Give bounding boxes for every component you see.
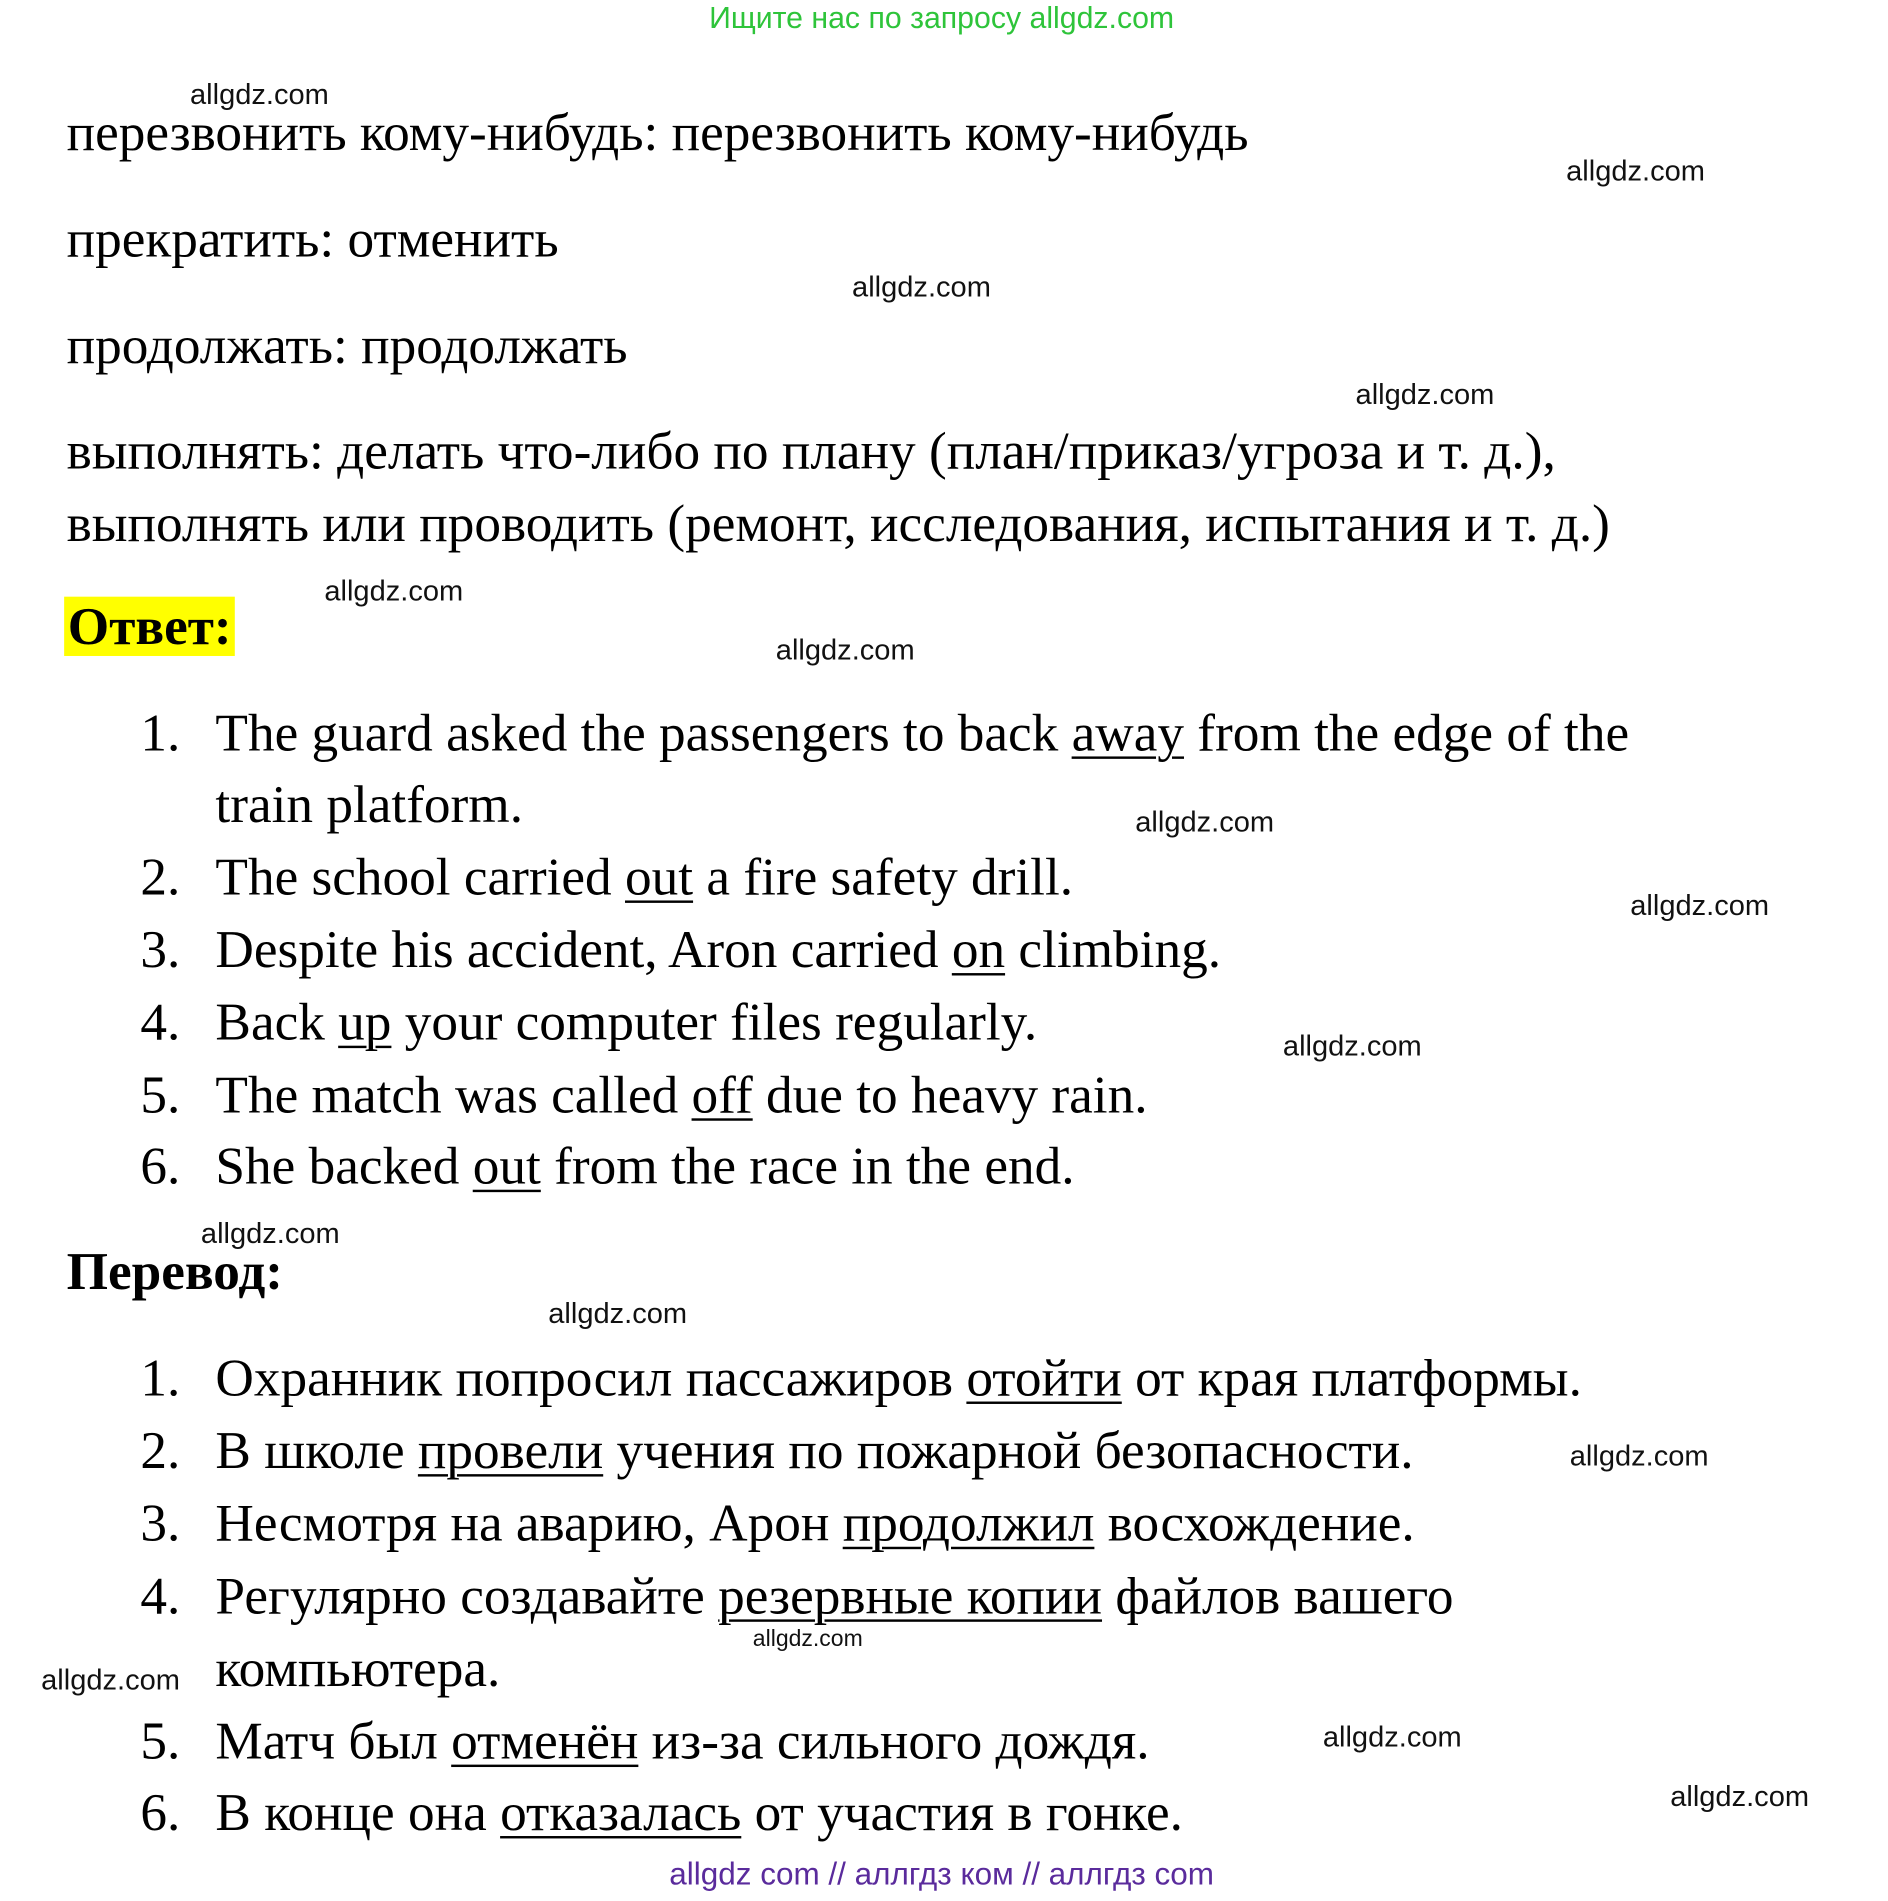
list-item [215,1421,1413,1482]
underlined-word: провели [417,1420,604,1481]
list-item [215,1566,1453,1627]
item-text: учения по пожарной безопасности. [603,1420,1414,1481]
underlined-word: отказалась [500,1782,742,1843]
item-text: Back [215,992,339,1052]
answer-heading-text: Ответ: [64,597,235,656]
item-text: The match was called [215,1065,692,1125]
underlined-word: отойти [966,1348,1122,1408]
item-text: The guard asked the passengers to back [215,703,1072,763]
underlined-word: резервные копии [718,1566,1103,1626]
watermark: allgdz.com [1569,1440,1709,1473]
definition: продолжать: продолжать [66,315,628,376]
item-text: The school carried [215,847,626,907]
item-text: due to heavy rain. [752,1065,1148,1125]
list-item [215,920,1221,981]
definition: выполнять: делать что-либо по плану (план/приказ/угроза и т. д.), [66,421,1556,481]
list-number: 1. [140,1348,181,1408]
underlined-word: out [472,1136,541,1196]
list-number: 1. [140,703,181,763]
watermark: allgdz.com [1670,1780,1810,1814]
underlined-word: off [691,1065,753,1125]
item-text: от участия в гонке. [741,1782,1183,1843]
underlined-word: away [1071,703,1184,763]
footer-links[interactable]: allgdz com // аллгдз ком // аллгдз com [669,1855,1214,1892]
list-number: 4. [140,1566,181,1626]
list-item [215,1065,1147,1126]
watermark: allgdz.com [1630,889,1770,923]
list-number: 3. [140,919,181,980]
watermark: allgdz.com [1355,378,1495,412]
list-item [215,1136,1074,1197]
item-text: В школе [215,1420,418,1481]
item-text: Матч был [215,1711,452,1771]
list-number: 2. [140,847,181,907]
answer-heading [64,593,235,660]
watermark: allgdz.com [548,1297,688,1331]
item-text: climbing. [1005,919,1222,980]
item-text: Охранник попросил пассажиров [215,1348,967,1408]
list-item-continuation: компьютера. [215,1638,501,1699]
watermark: allgdz.com [775,634,915,667]
list-number: 6. [140,1136,181,1196]
item-text: из-за сильного дождя. [638,1711,1150,1771]
underlined-word: out [625,847,694,907]
underlined-word: on [951,919,1006,980]
watermark: allgdz.com [41,1664,180,1697]
item-text: a fire safety drill. [693,847,1074,907]
item-text: от края платформы. [1121,1348,1582,1408]
list-number: 5. [140,1711,181,1771]
list-item [215,1494,1414,1555]
item-text: from the edge of the [1183,703,1630,763]
list-item [215,992,1037,1053]
definition: выполнять или проводить (ремонт, исследования, испытания и т. д.) [66,493,1610,554]
list-number: 5. [140,1065,181,1125]
item-text: Despite his accident, Aron carried [215,919,952,980]
item-text: Регулярно создавайте [215,1566,719,1626]
watermark: allgdz.com [1282,1029,1422,1063]
list-number: 2. [140,1420,181,1481]
list-number: 4. [140,992,181,1052]
item-text: She backed [215,1136,473,1196]
watermark: allgdz.com [852,271,991,304]
watermark: allgdz.com [1322,1721,1462,1754]
watermark: allgdz.com [1566,154,1705,188]
underlined-word: up [338,992,392,1052]
list-item [215,703,1629,764]
item-text: your computer files regularly. [391,992,1038,1052]
list-number: 3. [140,1493,181,1553]
translation-heading: Перевод: [66,1241,284,1302]
item-text: файлов вашего [1102,1566,1454,1626]
watermark: allgdz.com [752,1626,863,1653]
watermark: allgdz.com [1135,806,1275,839]
watermark: allgdz.com [190,78,329,112]
list-number: 6. [140,1782,181,1843]
list-item [215,1783,1183,1844]
item-text: Несмотря на аварию, Арон [215,1493,843,1553]
search-hint[interactable]: Ищите нас по запросу allgdz.com [709,1,1175,36]
definition: прекратить: отменить [66,209,559,269]
definition: перезвонить кому-нибудь: перезвонить кому-нибудь [66,102,1249,163]
watermark: allgdz.com [200,1217,340,1251]
list-item [215,1711,1149,1772]
list-item [215,1348,1581,1409]
watermark: allgdz.com [324,574,464,608]
underlined-word: отменён [451,1711,639,1771]
item-text: В конце она [215,1782,501,1843]
list-item-continuation: train platform. [215,774,524,834]
list-item [215,847,1073,908]
item-text: from the race in the end. [540,1136,1075,1196]
item-text: восхождение. [1094,1493,1415,1553]
underlined-word: продолжил [842,1493,1095,1553]
